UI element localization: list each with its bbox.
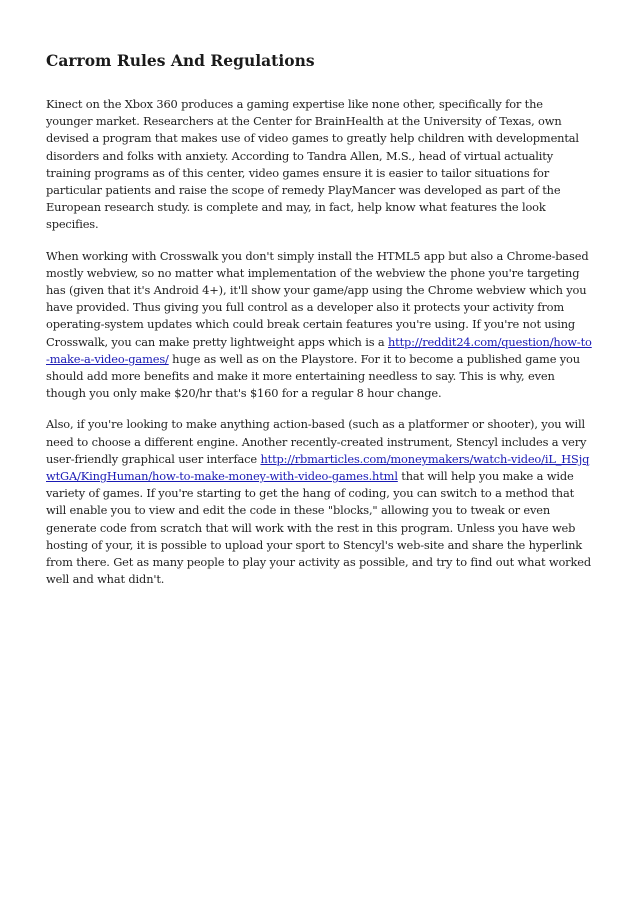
- paragraph-2: [46, 248, 592, 403]
- paragraph-3: [46, 416, 592, 588]
- document-page: [46, 50, 592, 588]
- paragraph-1-text: Kinect on the Xbox 360 produces a gaming expertise like none other, specifically for the younger market. Researchers at the Center for BrainHealth at the University of Texas, own devised a program that makes use of video games to greatly help children with developmental disorders and folks with anxiety. According to Tandra Allen, M.S., head of virtual actuality training programs as of this center, video games ensure it is easier to tailor situations for particular patients and raise the scope of remedy PlayMancer was developed as part of the European research study. is complete and may, in fact, help know what features the look specifies.: [46, 97, 579, 232]
- paragraph-1: [46, 96, 592, 234]
- paragraph-3-text-after: that will help you make a wide variety of games. If you're starting to get the hang of coding, you can switch to a method that will enable you to view and edit the code in these "blocks," allowing you to tweak or even generate code from scratch that will work with the rest in this program. Unless you have web hosting of your, it is possible to upload your sport to Stencyl's web-site and share the hyperlink from there. Get as many people to play your activity as possible, and try to find out what worked well and what didn't.: [46, 469, 591, 587]
- rbmarticles-link[interactable]: http://rbmarticles.com/moneymakers/watch-video/iL_HSjqwtGA/KingHuman/how-to-make-money-with-video-games.html: [46, 451, 590, 484]
- paragraph-3-text-before: Also, if you're looking to make anything action-based (such as a platformer or shooter), you will need to choose a different engine. Another recently-created instrument, Stencyl includes a very user-friendly graphical user interface: [46, 417, 587, 466]
- reddit-link[interactable]: http://reddit24.com/question/how-to-make-a-video-games/: [46, 334, 592, 366]
- paragraph-2-text-before: When working with Crosswalk you don't simply install the HTML5 app but also a Chrome-based mostly webview, so no matter what implementation of the webview the phone you're targeting has (given that it's Android 4+), it'll show your game/app using the Chrome webview which you have provided. Thus giving you full control as a developer also it protects your activity from operating-system updates which could break certain features you're using. If you're not using Crosswalk, you can make pretty lightweight apps which is a: [46, 248, 589, 349]
- document-title: Carrom Rules And Regulations: [46, 51, 315, 70]
- paragraph-2-text-after: huge as well as on the Playstore. For it to become a published game you should add more benefits and make it more entertaining needless to say. This is why, even though you only make $20/hr that's $160 for a regular 8 hour change.: [46, 351, 580, 401]
